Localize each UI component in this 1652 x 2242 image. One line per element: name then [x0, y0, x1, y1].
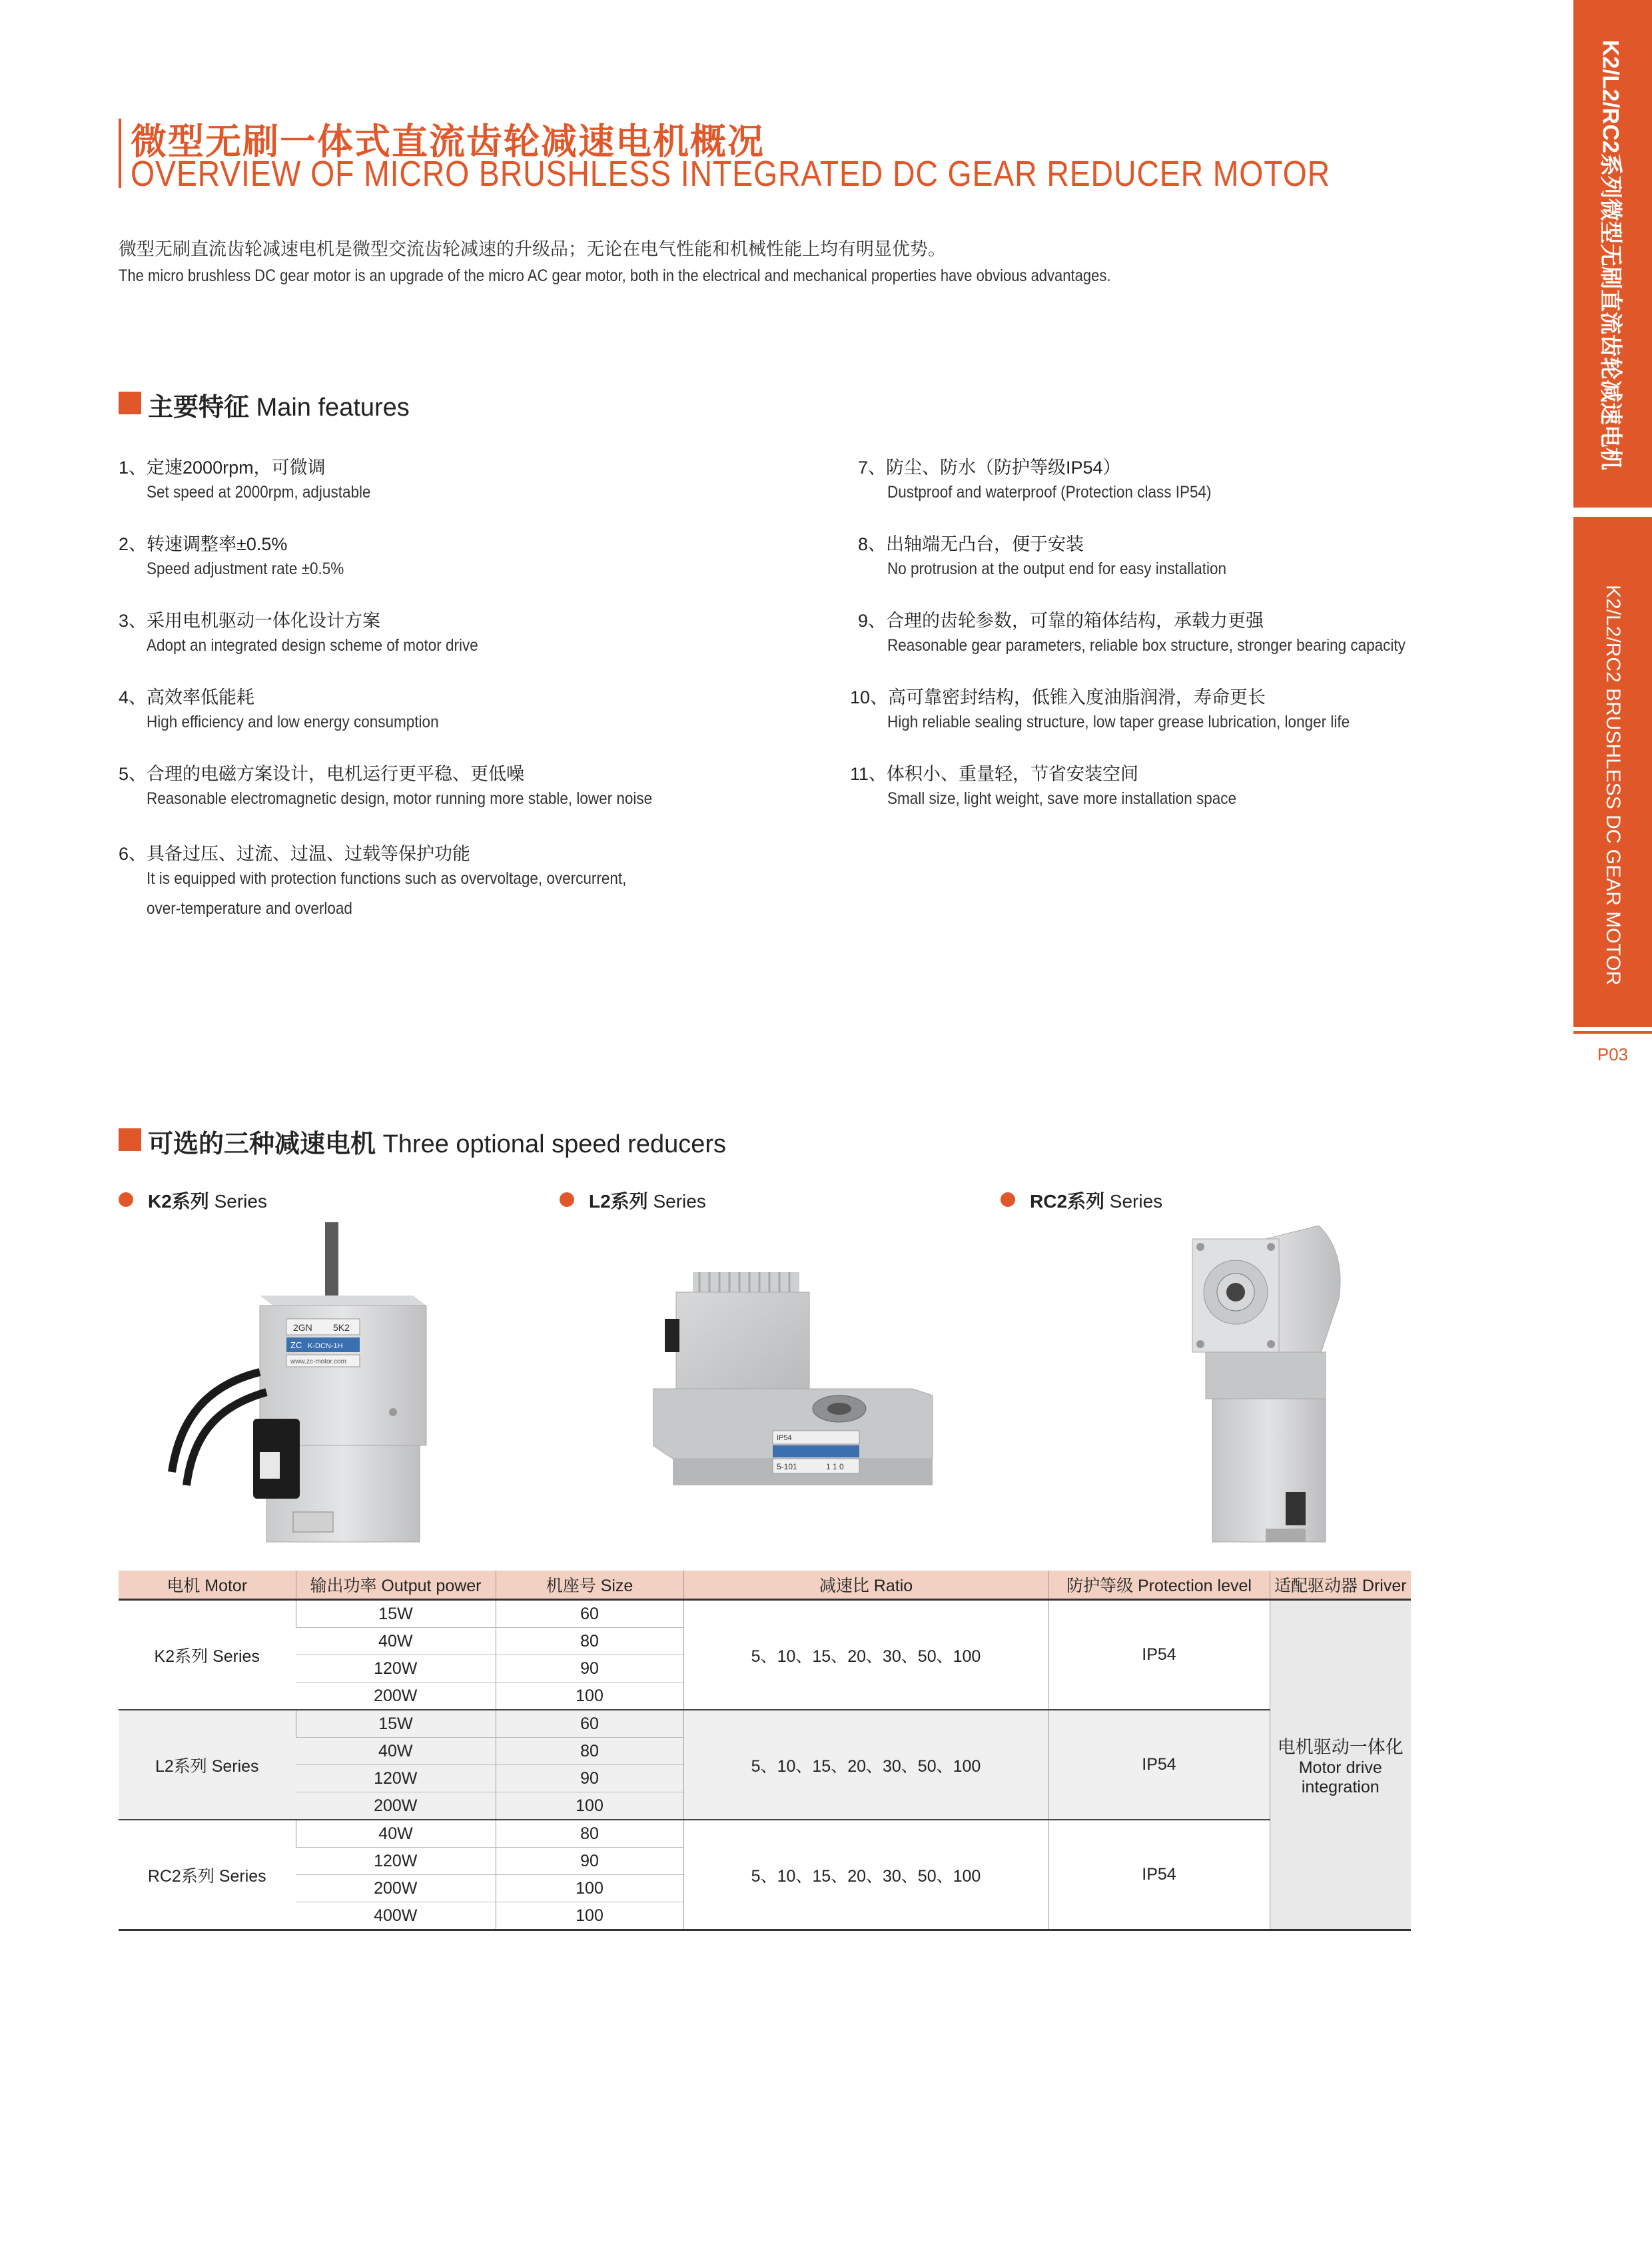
cell-power: 400W: [296, 1902, 496, 1930]
feature-3-cn: 3、采用电机驱动一体化设计方案: [119, 611, 381, 631]
cell-size: 60: [496, 1600, 683, 1628]
feature-11-cn: 11、体积小、重量轻，节省安装空间: [850, 764, 1139, 784]
reducers-heading: 可选的三种减速电机 Three optional speed reducers: [148, 1130, 727, 1158]
feature-10-en: High reliable sealing structure, low taper grease lubrication, longer life: [887, 713, 1350, 731]
l2-motor-image: [653, 1259, 946, 1519]
cell-size: 90: [496, 1765, 683, 1792]
cell-protection: IP54: [1048, 1600, 1270, 1710]
table-row: [119, 1600, 1411, 1628]
series-label-l2: L2系列 Series: [589, 1191, 706, 1212]
cell-size: 100: [496, 1902, 683, 1930]
feature-4-en: High efficiency and low energy consumption: [147, 713, 439, 731]
feature-11-en: Small size, light weight, save more installation space: [887, 789, 1236, 808]
sidebar-label-en: K2/L2/RC2 BRUSHLESS DC GEAR MOTOR: [1602, 585, 1624, 986]
cell-size: 100: [496, 1875, 683, 1902]
cell-power: 200W: [296, 1792, 496, 1820]
page-title-cn: 微型无刷一体式直流齿轮减速电机概况: [131, 122, 765, 162]
feature-4-cn: 4、高效率低能耗: [119, 687, 255, 707]
feature-9-en: Reasonable gear parameters, reliable box structure, stronger bearing capacity: [887, 636, 1406, 655]
feature-7-cn: 7、防尘、防水（防护等级IP54）: [858, 458, 1121, 478]
table-header-row: [119, 1571, 1411, 1600]
cell-power: 200W: [296, 1875, 496, 1902]
page-title-en: OVERVIEW OF MICRO BRUSHLESS INTEGRATED DC GEAR REDUCER MOTOR: [131, 154, 1331, 194]
l2-nameplate-text: IP54: [777, 1434, 792, 1442]
feature-6-en: It is equipped with protection functions such as overvoltage, overcurrent,: [147, 869, 627, 888]
feature-5-en: Reasonable electromagnetic design, motor running more stable, lower noise: [147, 789, 653, 808]
svg-text:5K2: 5K2: [333, 1322, 350, 1333]
cell-power: 200W: [296, 1682, 496, 1710]
cell-size: 100: [496, 1682, 683, 1710]
section-square-icon: [119, 1128, 141, 1151]
svg-text:K-DCN-1H: K-DCN-1H: [308, 1342, 343, 1350]
cell-ratio: 5、10、15、20、30、50、100: [683, 1710, 1048, 1820]
feature-7-en: Dustproof and waterproof (Protection class IP54): [887, 483, 1212, 502]
cell-protection: IP54: [1048, 1710, 1270, 1820]
cell-motor-k2: K2系列 Series: [119, 1600, 296, 1710]
cell-size: 60: [496, 1710, 683, 1738]
bullet-dot-icon: [1001, 1192, 1015, 1207]
feature-5-cn: 5、合理的电磁方案设计，电机运行更平稳、更低噪: [119, 764, 525, 784]
svg-text:5-101: 5-101: [777, 1462, 797, 1471]
feature-9-cn: 9、合理的齿轮参数，可靠的箱体结构，承载力更强: [858, 611, 1264, 631]
features-heading: 主要特征 Main features: [148, 394, 410, 422]
cell-ratio: 5、10、15、20、30、50、100: [683, 1600, 1048, 1710]
k2-nameplate-text: 2GN: [293, 1322, 312, 1333]
feature-10-cn: 10、高可靠密封结构，低锥入度油脂润滑，寿命更长: [850, 687, 1266, 707]
svg-text:www.zc-motor.com: www.zc-motor.com: [290, 1358, 346, 1365]
col-header-motor: 电机 Motor: [119, 1571, 296, 1600]
cell-motor-rc2: RC2系列 Series: [119, 1820, 296, 1930]
sidebar-divider: [1573, 1031, 1652, 1034]
feature-2-en: Speed adjustment rate ±0.5%: [147, 560, 344, 578]
feature-1-en: Set speed at 2000rpm, adjustable: [147, 483, 371, 502]
cell-size: 100: [496, 1792, 683, 1820]
cell-size: 80: [496, 1820, 683, 1848]
cell-power: 40W: [296, 1738, 496, 1765]
col-header-ratio: 减速比 Ratio: [683, 1571, 1048, 1600]
section-square-icon: [119, 392, 141, 414]
cell-power: 15W: [296, 1710, 496, 1738]
col-header-driver: 适配驱动器 Driver: [1270, 1571, 1411, 1600]
cell-power: 120W: [296, 1848, 496, 1875]
page-number: P03: [1597, 1044, 1629, 1064]
series-label-rc2: RC2系列 Series: [1030, 1191, 1163, 1212]
bullet-dot-icon: [560, 1192, 574, 1207]
feature-8-en: No protrusion at the output end for easy installation: [887, 560, 1227, 578]
sidebar-label-cn: K2/L2/RC2系列微型无刷直流齿轮减速电机: [1597, 40, 1623, 471]
table-row: [119, 1710, 1411, 1738]
feature-2-cn: 2、转速调整率±0.5%: [119, 534, 288, 554]
cell-power: 120W: [296, 1655, 496, 1682]
table-row: [119, 1820, 1411, 1848]
cell-protection: IP54: [1048, 1820, 1270, 1930]
driver-text-en-1: Motor drive: [1298, 1758, 1382, 1777]
cell-ratio: 5、10、15、20、30、50、100: [683, 1820, 1048, 1930]
spec-table: [119, 1571, 1411, 1931]
cell-motor-l2: L2系列 Series: [119, 1710, 296, 1820]
feature-8-cn: 8、出轴端无凸台，便于安装: [858, 534, 1084, 554]
col-header-protection: 防护等级 Protection level: [1048, 1571, 1270, 1600]
feature-6-en-cont: over-temperature and overload: [147, 899, 352, 918]
title-accent-bar: [119, 119, 121, 188]
feature-3-en: Adopt an integrated design scheme of motor drive: [147, 636, 478, 655]
cell-power: 15W: [296, 1600, 496, 1628]
cell-size: 80: [496, 1738, 683, 1765]
cell-power: 40W: [296, 1820, 496, 1848]
driver-text-cn: 电机驱动一体化: [1277, 1737, 1404, 1757]
bullet-dot-icon: [119, 1192, 133, 1207]
feature-1-cn: 1、定速2000rpm，可微调: [119, 458, 326, 478]
feature-6-cn: 6、具备过压、过流、过温、过载等保护功能: [119, 844, 471, 864]
rc2-motor-image: [1186, 1226, 1359, 1545]
cell-driver: [1270, 1600, 1411, 1930]
svg-text:ZC: ZC: [290, 1340, 302, 1350]
intro-text-cn: 微型无刷直流齿轮减速电机是微型交流齿轮减速的升级品；无论在电气性能和机械性能上均有明显优势。: [119, 239, 946, 259]
cell-size: 90: [496, 1655, 683, 1682]
cell-size: 80: [496, 1628, 683, 1655]
cell-size: 90: [496, 1848, 683, 1875]
svg-text:1 1 0: 1 1 0: [826, 1462, 844, 1471]
col-header-power: 输出功率 Output power: [296, 1571, 496, 1600]
cell-power: 40W: [296, 1628, 496, 1655]
col-header-size: 机座号 Size: [496, 1571, 683, 1600]
k2-motor-image: [167, 1219, 446, 1545]
driver-text-en-2: integration: [1301, 1778, 1380, 1796]
series-label-k2: K2系列 Series: [148, 1191, 267, 1212]
cell-power: 120W: [296, 1765, 496, 1792]
intro-text-en: The micro brushless DC gear motor is an upgrade of the micro AC gear motor, both in the electrical and mechanical properties have obvious advantages.: [119, 266, 1111, 285]
